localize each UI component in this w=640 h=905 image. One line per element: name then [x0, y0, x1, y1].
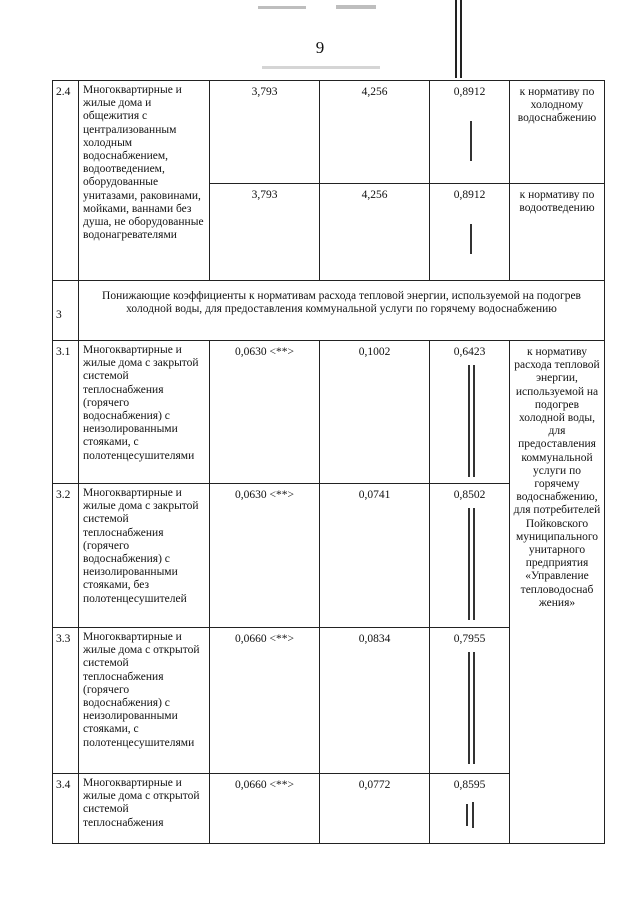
coefficients-table [52, 80, 605, 844]
scan-mark [472, 802, 474, 828]
row-category: Многоквартирные и жилые дома с открытой системой теплоснабжения [79, 774, 210, 844]
value-cell: 0,0834 [320, 628, 430, 774]
section-header: Понижающие коэффициенты к нормативам расхода тепловой энергии, используемой на подогрев холодной воды, для предоставления коммунальной услуги по горячему водоснабжению [79, 281, 605, 341]
value-cell: 0,0660 <**> [210, 628, 320, 774]
scan-noise-top-right [336, 5, 376, 9]
scan-mark [473, 508, 475, 620]
coefficient-cell: 0,8912 [430, 81, 510, 184]
scan-mark [470, 121, 472, 161]
row-number: 3.1 [53, 341, 79, 484]
row-category: Многоквартирные и жилые дома с закрытой системой теплоснабжения (горячего водоснабжения) с неизолированными стояками, с полотенцесушителями [79, 341, 210, 484]
scan-mark [473, 365, 475, 477]
row-number: 3.2 [53, 484, 79, 628]
coefficient-cell: 0,8502 [430, 484, 510, 628]
row-number: 3.3 [53, 628, 79, 774]
page-number: 9 [315, 38, 325, 57]
value-cell: 0,0630 <**> [210, 341, 320, 484]
value-cell: 4,256 [320, 184, 430, 281]
scan-noise-top-left [258, 6, 306, 9]
scan-mark [466, 804, 468, 826]
row-category: Многоквартирные и жилые дома с закрытой системой теплоснабжения (горячего водоснабжения) с неизолированными стояками, без полотенцесушителей [79, 484, 210, 628]
value-cell: 0,0772 [320, 774, 430, 844]
row-number: 2.4 [53, 81, 79, 281]
table-row [53, 81, 605, 184]
group-description: к нормативу расхода тепловой энергии, используемой на подогрев холодной воды, для предоставления коммунальной услуги по горячему водоснабжению, для потребителей Пойковского муниципального унитарного предприятия «Управление тепловодоснаб жения» [510, 341, 605, 844]
row-number: 3.4 [53, 774, 79, 844]
value-cell: 3,793 [210, 81, 320, 184]
coefficient-cell: 0,7955 [430, 628, 510, 774]
row-category: Многоквартирные и жилые дома и общежития с централизованным холодным водоснабжением, водоотведением, оборудованные унитазами, раковинами, мойками, ваннами без душа, не оборудованные водонагревателями [79, 81, 210, 281]
description-cell: к нормативу по водоотведению [510, 184, 605, 281]
section-header-row [53, 281, 605, 341]
value-cell: 0,0741 [320, 484, 430, 628]
scan-mark [468, 508, 470, 620]
scan-mark [468, 365, 470, 477]
coefficient-cell: 0,6423 [430, 341, 510, 484]
value-cell: 0,0630 <**> [210, 484, 320, 628]
row-number: 3 [53, 281, 79, 341]
coefficient-cell: 0,8595 [430, 774, 510, 844]
table-row [53, 341, 605, 484]
value-cell: 0,0660 <**> [210, 774, 320, 844]
coefficient-cell: 0,8912 [430, 184, 510, 281]
scan-mark [473, 652, 475, 764]
value-cell: 4,256 [320, 81, 430, 184]
scan-noise-under-number [262, 66, 380, 69]
scan-mark [468, 652, 470, 764]
value-cell: 0,1002 [320, 341, 430, 484]
value-cell: 3,793 [210, 184, 320, 281]
description-cell: к нормативу по холодному водоснабжению [510, 81, 605, 184]
row-category: Многоквартирные и жилые дома с открытой системой теплоснабжения (горячего водоснабжения) с неизолированными стояками, с полотенцесушителями [79, 628, 210, 774]
scan-mark [470, 224, 472, 254]
